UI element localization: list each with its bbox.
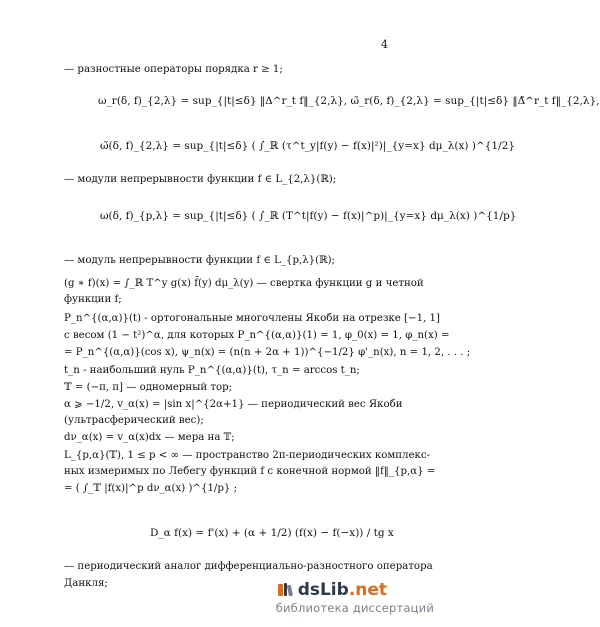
- text-line: dν_α(x) = v_α(x)dx — мера на 𝕋;: [64, 432, 235, 443]
- watermark-brand-tld: .net: [348, 580, 388, 600]
- text-line: Данкля;: [64, 578, 108, 589]
- text-line: — модуль непрерывности функции f ∈ L_{p,λ}(ℝ);: [64, 255, 335, 266]
- text-line: ных измеримых по Лебегу функций f с конечной нормой ‖f‖_{p,α} =: [64, 466, 436, 477]
- text-line: 𝕋 = (−π, π] — одномерный тор;: [64, 382, 233, 393]
- formula-dunkl-operator: D_α f(x) = f'(x) + (α + 1/2) (f(x) − f(−x)) / tg x: [150, 527, 394, 539]
- watermark-brand: [298, 580, 387, 600]
- text-line: (g ∗ f)(x) = ∫_ℝ T^y g(x) f̄(y) dμ_λ(y) — свертка функции g и четной: [64, 278, 424, 289]
- text-line: L_{p,α}(𝕋), 1 ≤ p < ∞ — пространство 2π-периодических комплекс-: [64, 450, 431, 461]
- page-number: 4: [381, 38, 388, 51]
- formula-omega-p: ω(δ, f)_{p,λ} = sup_{|t|≤δ} ( ∫_ℝ (T^t|f(y) − f(x)|^p)|_{y=x} dμ_λ(x) )^{1/p}: [100, 210, 517, 222]
- text-line: функции f;: [64, 294, 122, 305]
- watermark[interactable]: [276, 580, 434, 615]
- text-line: (ультрасферический вес);: [64, 415, 204, 426]
- formula-omega-r: ω_r(δ, f)_{2,λ} = sup_{|t|≤δ} ‖Δ^r_t f‖_{2,λ}, ω̃_r(δ, f)_{2,λ} = sup_{|t|≤δ} ‖Δ̃^r_t f‖_{2,λ},: [98, 95, 600, 107]
- watermark-logo: [276, 580, 434, 600]
- watermark-subtitle: библиотека диссертаций: [275, 601, 434, 615]
- text-line: t_n - наибольший нуль P_n^{(α,α)}(t), τ_n = arccos t_n;: [64, 365, 360, 376]
- text-line: с весом (1 − t²)^α, для которых P_n^{(α,α)}(1) = 1, φ_0(x) = 1, φ_n(x) =: [64, 330, 450, 341]
- formula-norm: = ( ∫_𝕋 |f(x)|^p dν_α(x) )^{1/p} ;: [64, 483, 238, 494]
- text-line: — разностные операторы порядка r ≥ 1;: [64, 64, 283, 75]
- text-line: — периодический аналог дифференциально-разностного оператора: [64, 561, 433, 572]
- text-line: α ⩾ −1/2, v_α(x) = |sin x|^{2α+1} — периодический вес Якоби: [64, 399, 403, 410]
- watermark-brand-main: dsLib: [297, 580, 349, 600]
- formula-omega-tilde: ω̃(δ, f)_{2,λ} = sup_{|t|≤δ} ( ∫_ℝ (τ^t_y|f(y) − f(x)|²)|_{y=x} dμ_λ(x) )^{1/2}: [100, 140, 516, 152]
- text-line: = P_n^{(α,α)}(cos x), ψ_n(x) = (n(n + 2α + 1))^{−1/2} φ'_n(x), n = 1, 2, . . . ;: [64, 347, 471, 358]
- text-line: P_n^{(α,α)}(t) - ортогональные многочлены Якоби на отрезке [−1, 1]: [64, 313, 440, 324]
- book-logo-icon: [276, 581, 294, 599]
- text-line: — модули непрерывности функции f ∈ L_{2,λ}(ℝ);: [64, 174, 337, 185]
